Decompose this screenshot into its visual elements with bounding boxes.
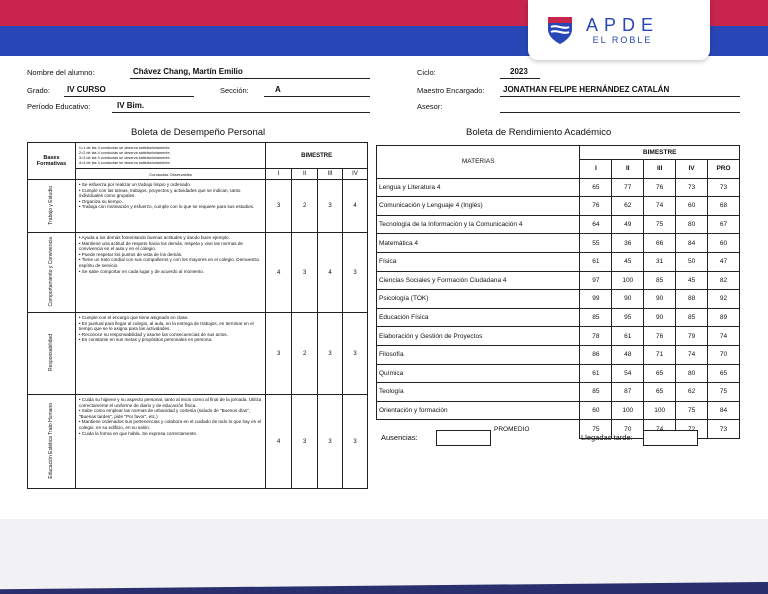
- underline: [64, 96, 194, 97]
- score-cell: 55: [580, 234, 612, 253]
- subject-name: Comunicación y Lenguaje 4 (Inglés): [377, 197, 580, 216]
- personal-table: [27, 142, 368, 489]
- score-cell: 67: [708, 215, 740, 234]
- score-cell: 62: [612, 197, 644, 216]
- category-label: Comportamiento y Convivencia: [48, 236, 55, 307]
- underline: [264, 96, 370, 97]
- table-row: [28, 180, 368, 233]
- table-row: [377, 252, 740, 271]
- score-cell: 73: [708, 178, 740, 197]
- cycle-label: Ciclo:: [417, 68, 436, 77]
- bim-col-header: III: [318, 169, 343, 180]
- score-cell: 60: [580, 401, 612, 420]
- score-cell: 87: [612, 383, 644, 402]
- school-logo: [528, 0, 710, 60]
- table-row: [28, 313, 368, 395]
- bases-header: Bases Formativas: [28, 143, 76, 180]
- score-cell: 84: [708, 401, 740, 420]
- grade-cell: 3: [343, 395, 368, 489]
- academic-title: Boleta de Rendimiento Académico: [466, 127, 612, 138]
- grade-cell: 3: [343, 313, 368, 395]
- score-cell: 99: [580, 290, 612, 309]
- bim-col-header: I: [580, 160, 612, 179]
- category-cell: [28, 180, 76, 233]
- score-cell: 86: [580, 345, 612, 364]
- bimestre-header: BIMESTRE: [580, 146, 740, 160]
- advisor-label: Asesor:: [417, 102, 443, 111]
- score-cell: 36: [612, 234, 644, 253]
- score-cell: 85: [644, 271, 676, 290]
- score-cell: 75: [676, 401, 708, 420]
- score-cell: 45: [676, 271, 708, 290]
- category-label: Responsabilidad: [48, 334, 55, 371]
- grade-cell: 3: [266, 180, 292, 233]
- score-cell: 88: [676, 290, 708, 309]
- score-cell: 92: [708, 290, 740, 309]
- score-cell: 78: [580, 327, 612, 346]
- score-cell: 50: [676, 252, 708, 271]
- grade-cell: 3: [318, 180, 343, 233]
- table-row: [377, 271, 740, 290]
- table-row: [28, 233, 368, 313]
- category-cell: [28, 313, 76, 395]
- score-cell: 90: [644, 308, 676, 327]
- score-cell: 84: [676, 234, 708, 253]
- score-cell: 90: [644, 290, 676, 309]
- grade-value: IV CURSO: [67, 85, 106, 94]
- score-cell: 89: [708, 308, 740, 327]
- score-cell: 80: [676, 215, 708, 234]
- underline: [112, 112, 370, 113]
- subject-name: Química: [377, 364, 580, 383]
- bim-col-header: III: [644, 160, 676, 179]
- table-row: [28, 395, 368, 489]
- score-cell: 48: [612, 345, 644, 364]
- table-row: [377, 290, 740, 309]
- score-cell: 74: [644, 197, 676, 216]
- late-label: Llegadas tarde:: [581, 433, 633, 442]
- grade-cell: 4: [318, 233, 343, 313]
- academic-rows: [377, 178, 740, 420]
- period-value: IV Bim.: [117, 101, 145, 110]
- score-cell: 54: [612, 364, 644, 383]
- legend-footer: Conductas Observables: [75, 169, 265, 180]
- footer-band: [0, 519, 768, 594]
- score-cell: 62: [676, 383, 708, 402]
- bim-col-header: II: [612, 160, 644, 179]
- grade-cell: 3: [343, 233, 368, 313]
- score-cell: 100: [644, 401, 676, 420]
- score-cell: 85: [676, 308, 708, 327]
- promedio-cell: 73: [708, 420, 740, 439]
- category-cell: [28, 233, 76, 313]
- grade-cell: 3: [318, 395, 343, 489]
- category-label: Educación Estética Trato Humano: [48, 402, 55, 479]
- bim-col-header: I: [266, 169, 292, 180]
- table-row: [377, 178, 740, 197]
- grade-label: Grado:: [27, 86, 50, 95]
- score-cell: 90: [612, 290, 644, 309]
- score-cell: 60: [676, 197, 708, 216]
- score-cell: 100: [612, 401, 644, 420]
- score-cell: 66: [644, 234, 676, 253]
- bim-col-header: IV: [676, 160, 708, 179]
- score-cell: 70: [708, 345, 740, 364]
- promedio-cell: 70: [612, 420, 644, 439]
- legend-line: 4=4 de las 4 conductas se observa satisfactoriamente.: [78, 160, 171, 165]
- teacher-label: Maestro Encargado:: [417, 86, 485, 95]
- score-cell: 74: [708, 327, 740, 346]
- table-row: [377, 327, 740, 346]
- score-cell: 85: [580, 383, 612, 402]
- grade-cell: 4: [266, 233, 292, 313]
- table-row: [377, 364, 740, 383]
- personal-title: Boleta de Desempeño Personal: [131, 127, 266, 138]
- section-label: Sección:: [220, 86, 249, 95]
- subject-name: Ciencias Sociales y Formación Ciudadana 4: [377, 271, 580, 290]
- table-row: [377, 401, 740, 420]
- score-cell: 64: [580, 215, 612, 234]
- grade-cell: 3: [292, 233, 318, 313]
- underline: [500, 78, 540, 79]
- subject-name: Educación Física: [377, 308, 580, 327]
- late-box: [643, 430, 698, 446]
- score-cell: 65: [644, 383, 676, 402]
- category-label: Trabajo y Estudio: [48, 185, 55, 225]
- legend-line: 1=1 de las 4 conductas se observa satisfactoriamente.: [78, 145, 171, 150]
- grade-cell: 2: [292, 313, 318, 395]
- score-cell: 75: [708, 383, 740, 402]
- academic-table: [376, 145, 740, 439]
- subject-name: Física: [377, 252, 580, 271]
- promedio-label: PROMEDIO: [377, 420, 580, 439]
- score-cell: 61: [612, 327, 644, 346]
- period-label: Período Educativo:: [27, 102, 91, 111]
- section-value: A: [275, 85, 281, 94]
- absences-label: Ausencias:: [381, 433, 418, 442]
- table-row: [377, 383, 740, 402]
- score-cell: 47: [708, 252, 740, 271]
- score-cell: 61: [580, 364, 612, 383]
- score-cell: 76: [644, 178, 676, 197]
- score-cell: 65: [708, 364, 740, 383]
- subject-name: Elaboración y Gestión de Proyectos: [377, 327, 580, 346]
- table-row: [377, 308, 740, 327]
- score-cell: 82: [708, 271, 740, 290]
- legend-line: 3=3 de las 4 conductas se observa satisfactoriamente.: [78, 155, 171, 160]
- behavior-desc: • Se esfuerza por realizar un trabajo limpio y ordenado. • Cumple con las tareas, trabajos, proyectos y actividades que se indican, tanto individuales como grupales. • Organiza su tiempo. • Trabaja con motivación y esfuerzo, cumple con lo que se requiere para sus estudios.: [75, 180, 265, 233]
- table-row: [377, 234, 740, 253]
- score-cell: 80: [676, 364, 708, 383]
- score-cell: 95: [612, 308, 644, 327]
- legend-line: 2=2 de las 4 conductas se observa satisfactoriamente.: [78, 150, 171, 155]
- score-cell: 31: [644, 252, 676, 271]
- underline: [500, 112, 740, 113]
- underline: [500, 96, 740, 97]
- student-name-label: Nombre del alumno:: [27, 68, 95, 77]
- bimestre-header: BIMESTRE: [266, 143, 368, 169]
- score-cell: 97: [580, 271, 612, 290]
- subject-name: Psicología (TOK): [377, 290, 580, 309]
- table-row: [377, 345, 740, 364]
- bim-col-header: IV: [343, 169, 368, 180]
- absences-box: [436, 430, 491, 446]
- materias-header: MATERIAS: [377, 146, 580, 179]
- behavior-desc: • Ayuda a los demás fomentando buenas actitudes y dando buen ejemplo. • Mantiene una actitud de respeto hacia los demás, respeta y vive las normas de convivencia en el aula y en el colegio. • Puede respetar los puntos de vista de los demás. • Tiene un trato cordial con sus compañeros y con los mayores en el colegio. Demuestra espíritu de servicio. • Se sabe comportar en cada lugar y de acuerdo al momento.: [75, 233, 265, 313]
- brand-subtitle: EL ROBLE: [592, 34, 653, 45]
- teacher-value: JONATHAN FELIPE HERNÁNDEZ CATALÁN: [503, 85, 670, 94]
- score-cell: 65: [644, 364, 676, 383]
- grade-cell: 4: [343, 180, 368, 233]
- score-cell: 73: [676, 178, 708, 197]
- promedio-cell: 75: [580, 420, 612, 439]
- subject-name: Tecnología de la Información y la Comunicación 4: [377, 215, 580, 234]
- grade-cell: 3: [266, 313, 292, 395]
- score-cell: 100: [612, 271, 644, 290]
- grade-cell: 4: [266, 395, 292, 489]
- score-cell: 74: [676, 345, 708, 364]
- behavior-desc: • Cumple con el encargo que tiene asignado en clase. • Es puntual para llegar al colegio, al aula, en la entrega de trabajos, en terminar en el tiempo que se le asigna para las actividades. • Reconoce su responsabilidad y asume las consecuencias de sus actos. • Es constante en sus metas y propósitos personales en persona.: [75, 313, 265, 395]
- score-cell: 75: [644, 215, 676, 234]
- score-cell: 77: [612, 178, 644, 197]
- brand-name: APDE: [586, 14, 660, 35]
- score-cell: 76: [580, 197, 612, 216]
- bim-col-header: PRO: [708, 160, 740, 179]
- subject-name: Matemática 4: [377, 234, 580, 253]
- score-cell: 71: [644, 345, 676, 364]
- subject-name: Filosofía: [377, 345, 580, 364]
- score-cell: 49: [612, 215, 644, 234]
- student-name: Chávez Chang, Martín Emilio: [133, 67, 243, 76]
- shield-icon: [546, 15, 574, 45]
- behavior-desc: • Cuida su higiene y su aspecto personal, tanto al inicio como al final de la jornada. Utiliza correctamente el uniforme de diario y de educación física. • Sabe como emplear las normas de urbanidad y cortesía (saludo de "Buenos días", "Buenas tardes", pide "Por favor", etc.) • Mantiene ordenados sus pertenencias y colabora en el cuidado de todo lo que hay en el colegio, en su edificio, en su salón. • Cuida la forma en que habla. Se expresa correctamente.: [75, 395, 265, 489]
- subject-name: Orientación y formación: [377, 401, 580, 420]
- bim-col-header: II: [292, 169, 318, 180]
- grade-cell: 3: [292, 395, 318, 489]
- score-cell: 79: [676, 327, 708, 346]
- grade-cell: 2: [292, 180, 318, 233]
- table-row: [377, 215, 740, 234]
- table-row: [377, 197, 740, 216]
- grade-cell: 3: [318, 313, 343, 395]
- score-cell: 61: [580, 252, 612, 271]
- score-cell: 85: [580, 308, 612, 327]
- subject-name: Teología: [377, 383, 580, 402]
- underline: [130, 78, 370, 79]
- score-cell: 68: [708, 197, 740, 216]
- legend-cell: [75, 143, 265, 169]
- score-cell: 65: [580, 178, 612, 197]
- score-cell: 60: [708, 234, 740, 253]
- score-cell: 45: [612, 252, 644, 271]
- category-cell: [28, 395, 76, 489]
- score-cell: 76: [644, 327, 676, 346]
- cycle-value: 2023: [510, 67, 528, 76]
- subject-name: Lengua y Literatura 4: [377, 178, 580, 197]
